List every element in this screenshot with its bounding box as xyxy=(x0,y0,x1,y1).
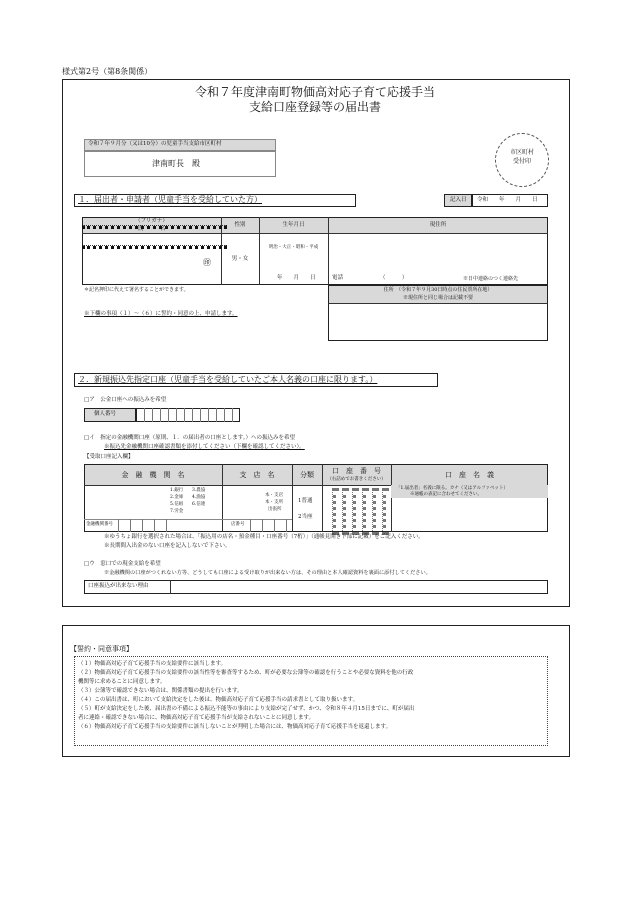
phone-field[interactable]: （ ） xyxy=(380,275,408,281)
col-bank-name: 金 融 機 関 名 xyxy=(121,471,185,479)
branch-type-2[interactable]: 本・支所 xyxy=(265,500,283,505)
bank-name-field[interactable] xyxy=(86,487,168,517)
col-type: 分類 xyxy=(300,471,314,479)
col-account-number: 口 座 番 号 xyxy=(332,467,381,475)
option-b-note: ※振込先金融機関口座確認書類を添付してください（下欄を確認してください）。 xyxy=(104,444,305,450)
bank-type-3[interactable]: 3.農協 xyxy=(192,488,206,493)
bank-type-5[interactable]: 5.信組 xyxy=(170,502,184,507)
section2-heading: ２．新規振込先指定口座（児童手当を受給していたご本人名義の口座に限ります。） xyxy=(78,375,378,384)
long-term-note: ※長期間入出金のない口座を記入しないで下さい。 xyxy=(104,543,231,549)
prior-address-label: 住所 （令和７年９月30日時点の住民票所在地） xyxy=(383,287,493,293)
bank-type-7[interactable]: 7.労金 xyxy=(170,509,184,514)
bank-code-label: 金融機関番号 xyxy=(86,522,113,527)
bank-type-1[interactable]: 1.銀行 xyxy=(170,488,184,493)
form-number: 様式第2号（第8条関係） xyxy=(62,67,153,76)
form-title-line2: 支給口座登録等の届出書 xyxy=(248,100,381,114)
phone-note: ※日中連絡のつく連絡先 xyxy=(463,276,519,282)
entry-date-label: 記入日 xyxy=(450,197,467,203)
bank-type-6[interactable]: 6.信連 xyxy=(192,502,206,507)
pledge-item-1: （１）物価高対応子育て応援手当の支給要件に該当します。 xyxy=(78,661,227,667)
name-field[interactable] xyxy=(84,247,218,283)
option-c-cash[interactable]: □ウ 窓口での現金支給を希望 xyxy=(84,561,161,567)
form-title-line1: 令和７年度津南町物価高対応子育て応援手当 xyxy=(194,85,435,99)
pledge-item-6: （６）物価高対応子育て応援手当の支給要件に該当しないことが判明した場合には、物価高対応子育て応援手当を返還します。 xyxy=(78,724,392,730)
addressee-caption: 令和７年９月分（又は10分）の児童手当支給市区町村 xyxy=(88,141,222,147)
pledge-item-2-cont: 機関等に求めることに同意します。 xyxy=(78,679,166,685)
stamp-label-1: 市区町村 xyxy=(509,149,534,156)
account-holder-field[interactable] xyxy=(393,500,546,530)
bank-type-2[interactable]: 2.金庫 xyxy=(170,495,184,500)
gender-label: 性別 xyxy=(234,222,246,228)
option-c-note: ※金融機関の口座がつくれない方等、どうしても口座による受け取りが出来ない方は、その理由と本人確認資料を裏面に添付してください。 xyxy=(104,570,431,576)
birth-era-options[interactable]: 明治・大正・昭和・平成 xyxy=(268,245,319,250)
account-type-ordinary[interactable]: 1普通 xyxy=(298,498,313,504)
pledge-item-4: （４）この届出書は、町において支給決定をした後は、物価高対応子育て応援手当の請求書として取り扱います。 xyxy=(78,697,359,703)
reason-label: 口座振込が出来ない理由 xyxy=(88,583,149,589)
account-type-current[interactable]: 2当座 xyxy=(298,514,313,520)
address-label: 現住所 xyxy=(429,222,447,228)
signature-note: ＊記名押印に代えて署名することができます。 xyxy=(84,287,189,293)
branch-type-3[interactable]: 出張所 xyxy=(268,507,282,512)
branch-code-field[interactable] xyxy=(250,519,286,532)
section1-heading: １．届出者・申請者（児童手当を受給していた方） xyxy=(78,195,262,204)
phone-label: 電話 xyxy=(332,275,344,281)
branch-name-field[interactable] xyxy=(224,487,262,517)
branch-code-label: 店番号 xyxy=(231,522,245,527)
pledge-item-2: （２）物価高対応子育て応援手当の支給要件の該当性等を審査等するため、町が必要な公簿等の確認を行うことや必要な資料を他の行政 xyxy=(78,670,414,676)
col-branch-name: 支 店 名 xyxy=(239,471,275,479)
stamp-label-2: 受付印 xyxy=(512,158,531,165)
addressee-name: 津南町長 殿 xyxy=(152,159,200,168)
prior-address-note: ※現住所と同じ場合は記載不要 xyxy=(402,295,473,301)
seal-mark: ㊞ xyxy=(203,258,211,267)
id-label: 個人番号 xyxy=(94,411,117,417)
prior-address-field[interactable] xyxy=(330,305,546,339)
address-field[interactable] xyxy=(330,235,546,271)
option-a-public-account[interactable]: □ア 公金口座への振込みを希望 xyxy=(84,397,167,403)
gender-value[interactable]: 男・女 xyxy=(231,256,249,262)
receipt-account-label: 【受取口座記入欄】 xyxy=(84,454,134,460)
holder-note-2: ※通帳の表記に合わせてください。 xyxy=(410,492,482,497)
option-b-bank-account[interactable]: □イ 指定の金融機関口座（原則、１．の届出者の口座とします。）への振込みを希望 xyxy=(84,435,296,441)
pledge-item-5-cont: 者に連絡・確認できない場合に、物価高対応子育て応援手当が支給されないことに同意します。 xyxy=(78,715,315,721)
consent-line: ※下欄の事項（１）～（６）に誓約・同意の上、申請します。 xyxy=(84,311,238,317)
pledge-item-5: （５）町が支給決定をした後、届出書の不備による振込不能等の事由により支給が完了せず、かつ、令和８年４月15日までに、町が届出 xyxy=(78,706,415,712)
bank-code-field[interactable] xyxy=(118,519,166,532)
furigana-field[interactable] xyxy=(84,235,218,244)
account-number-field[interactable] xyxy=(322,485,391,532)
holder-note-1: 「1.届出者」名義に限る。カナ（又はアルファベット） xyxy=(396,486,509,491)
pledge-heading: 【誓約・同意事項】 xyxy=(70,645,133,653)
bank-type-4[interactable]: 4.漁協 xyxy=(192,495,206,500)
col-account-sub: （右詰めでお書きください） xyxy=(327,477,386,482)
furigana-label: （フリガナ） xyxy=(135,218,168,224)
col-account-holder: 口 座 名 義 xyxy=(445,471,494,479)
pledge-item-3: （３）公簿等で確認できない場合は、関係書類の提出を行います。 xyxy=(78,688,243,694)
yucho-note: ※ゆうちょ銀行を選択された場合は、「振込用の店名・預金種目・口座番号（7桁）」（通帳見開き下部に記載）をご記入ください。 xyxy=(104,534,424,540)
branch-type-1[interactable]: 本・支店 xyxy=(265,493,283,498)
birthdate-label: 生年月日 xyxy=(282,222,305,228)
reason-field[interactable] xyxy=(172,581,546,593)
birthdate-ymd[interactable]: 年 月 日 xyxy=(277,275,316,281)
name-label: 氏 名 xyxy=(137,226,166,232)
entry-date-value: 令和 年 月 日 xyxy=(477,197,538,203)
